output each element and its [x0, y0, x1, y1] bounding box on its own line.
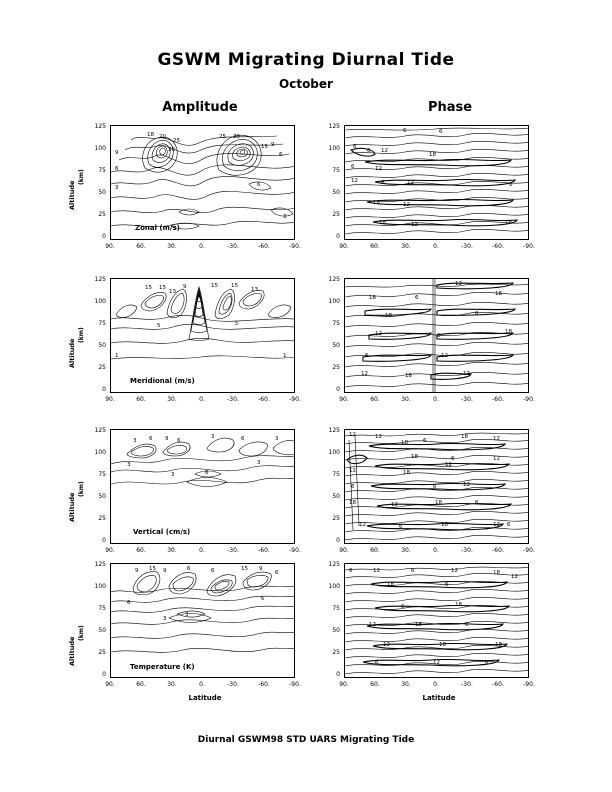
contour-plot-zonal-phase — [344, 125, 529, 240]
svg-text:18: 18 — [349, 500, 356, 506]
contour-plot-vertical-phase — [344, 429, 529, 544]
svg-text:15: 15 — [211, 283, 218, 289]
y-tick: 0 — [336, 233, 340, 240]
y-tick: 75 — [98, 471, 106, 478]
svg-text:18: 18 — [415, 622, 422, 628]
y-tick: 25 — [332, 649, 340, 656]
svg-text:18: 18 — [401, 440, 408, 446]
svg-text:6: 6 — [411, 568, 415, 574]
x-tick: -30. — [227, 547, 239, 554]
x-tick: -30. — [461, 243, 473, 250]
x-tick: 30. — [167, 243, 177, 250]
svg-text:6: 6 — [187, 566, 191, 572]
y-tick: 0 — [102, 233, 106, 240]
y-tick: 50 — [98, 342, 106, 349]
svg-text:13: 13 — [251, 287, 258, 293]
svg-text:18: 18 — [461, 434, 468, 440]
svg-text:6: 6 — [177, 438, 181, 444]
y-axis-label: Altitude — [68, 338, 76, 368]
svg-text:6: 6 — [275, 570, 279, 576]
svg-text:12: 12 — [451, 568, 458, 574]
x-tick: 30. — [401, 396, 411, 403]
svg-text:6: 6 — [127, 600, 131, 606]
x-tick: 60. — [136, 547, 146, 554]
svg-text:12: 12 — [403, 202, 410, 208]
x-tick: -90. — [289, 547, 301, 554]
y-tick: 0 — [336, 386, 340, 393]
x-tick: -60. — [258, 243, 270, 250]
svg-text:3: 3 — [185, 612, 189, 618]
x-tick: 90. — [105, 396, 115, 403]
svg-text:18: 18 — [385, 313, 392, 319]
svg-text:12: 12 — [441, 353, 448, 359]
svg-text:5: 5 — [157, 323, 161, 329]
svg-text:12: 12 — [359, 522, 366, 528]
x-tick: -90. — [523, 396, 535, 403]
x-tick: 90. — [339, 547, 349, 554]
svg-text:3: 3 — [133, 438, 137, 444]
svg-text:13: 13 — [169, 289, 176, 295]
y-tick: 100 — [94, 583, 106, 590]
y-tick: 50 — [98, 627, 106, 634]
figure-title: GSWM Migrating Diurnal Tide — [157, 50, 455, 70]
svg-text:6: 6 — [367, 148, 371, 154]
svg-text:6: 6 — [507, 522, 511, 528]
svg-text:3: 3 — [211, 434, 215, 440]
x-tick: -60. — [492, 681, 504, 688]
svg-text:6: 6 — [439, 129, 443, 135]
svg-text:12: 12 — [463, 371, 470, 377]
svg-text:18: 18 — [505, 329, 512, 335]
x-tick: -30. — [461, 396, 473, 403]
x-tick: 60. — [370, 243, 380, 250]
y-tick: 100 — [94, 298, 106, 305]
x-tick: 30. — [401, 547, 411, 554]
x-tick: 60. — [370, 396, 380, 403]
svg-text:3: 3 — [275, 436, 279, 442]
svg-text:18: 18 — [505, 220, 512, 226]
x-tick: -90. — [523, 547, 535, 554]
x-tick: 0. — [433, 547, 439, 554]
x-tick: 0. — [433, 243, 439, 250]
svg-text:15: 15 — [231, 283, 238, 289]
y-axis-unit: (km) — [78, 625, 85, 641]
x-tick: 30. — [167, 547, 177, 554]
x-tick: -60. — [258, 681, 270, 688]
svg-text:18: 18 — [495, 291, 502, 297]
svg-text:15: 15 — [149, 566, 156, 572]
x-tick: -60. — [492, 243, 504, 250]
svg-text:18: 18 — [455, 602, 462, 608]
x-tick: 90. — [339, 243, 349, 250]
svg-text:1: 1 — [115, 353, 119, 359]
svg-text:12: 12 — [455, 281, 462, 287]
panel-label-temperature: Temperature (K) — [130, 663, 195, 671]
svg-text:12: 12 — [445, 462, 452, 468]
svg-text:6: 6 — [399, 524, 403, 530]
svg-text:18: 18 — [441, 522, 448, 528]
y-tick: 75 — [332, 471, 340, 478]
x-tick: 0. — [433, 396, 439, 403]
x-tick: -90. — [289, 243, 301, 250]
x-tick: -90. — [523, 681, 535, 688]
x-tick: -90. — [523, 243, 535, 250]
svg-text:18: 18 — [429, 152, 436, 158]
contour-plot-temperature-phase — [344, 563, 529, 678]
y-tick: 125 — [94, 276, 106, 283]
y-tick: 25 — [98, 515, 106, 522]
y-tick: 50 — [332, 627, 340, 634]
contour-plot-meridional-phase — [344, 278, 529, 393]
y-tick: 50 — [98, 493, 106, 500]
svg-text:12: 12 — [349, 468, 356, 474]
y-tick: 50 — [98, 189, 106, 196]
svg-text:6: 6 — [211, 568, 215, 574]
x-tick: -30. — [461, 547, 473, 554]
svg-text:18: 18 — [493, 570, 500, 576]
y-tick: 50 — [332, 189, 340, 196]
svg-text:12: 12 — [375, 434, 382, 440]
y-tick: 75 — [332, 320, 340, 327]
svg-text:6: 6 — [475, 311, 479, 317]
figure-subtitle: October — [279, 77, 333, 91]
svg-text:12: 12 — [463, 482, 470, 488]
svg-text:6: 6 — [353, 144, 357, 150]
svg-text:6: 6 — [351, 164, 355, 170]
x-tick: -60. — [492, 396, 504, 403]
svg-text:6: 6 — [445, 582, 449, 588]
y-tick: 100 — [328, 298, 340, 305]
svg-text:12: 12 — [493, 522, 500, 528]
y-tick: 100 — [328, 145, 340, 152]
x-tick: -60. — [492, 547, 504, 554]
svg-text:18: 18 — [369, 295, 376, 301]
contour-plot-meridional-amplitude — [110, 278, 295, 393]
y-tick: 75 — [98, 167, 106, 174]
y-tick: 100 — [94, 145, 106, 152]
svg-text:12: 12 — [361, 371, 368, 377]
svg-text:18: 18 — [435, 500, 442, 506]
svg-text:9: 9 — [135, 568, 139, 574]
x-tick: 0. — [199, 396, 205, 403]
x-tick: 0. — [199, 681, 205, 688]
x-tick: 90. — [339, 396, 349, 403]
svg-text:9: 9 — [183, 284, 187, 290]
x-tick: -90. — [289, 681, 301, 688]
svg-text:3: 3 — [127, 462, 131, 468]
y-tick: 125 — [328, 276, 340, 283]
svg-text:6: 6 — [351, 484, 355, 490]
svg-text:12: 12 — [383, 642, 390, 648]
x-tick: -30. — [227, 243, 239, 250]
contour-plot-zonal-amplitude — [110, 125, 295, 240]
svg-text:6: 6 — [433, 484, 437, 490]
svg-text:25: 25 — [173, 138, 180, 144]
svg-text:9: 9 — [163, 568, 167, 574]
y-tick: 75 — [332, 167, 340, 174]
svg-text:18: 18 — [411, 454, 418, 460]
svg-text:12: 12 — [493, 456, 500, 462]
contour-svg — [345, 430, 529, 544]
x-tick: 30. — [167, 681, 177, 688]
y-axis-label: Altitude — [68, 180, 76, 210]
svg-text:6: 6 — [415, 295, 419, 301]
y-tick: 125 — [328, 561, 340, 568]
panel-label-zonal: Zonal (m/s) — [135, 224, 180, 232]
svg-text:12: 12 — [369, 622, 376, 628]
svg-text:3: 3 — [257, 460, 261, 466]
svg-text:6: 6 — [349, 568, 353, 574]
x-tick: 90. — [105, 681, 115, 688]
svg-text:15: 15 — [159, 285, 166, 291]
y-axis-unit: (km) — [78, 481, 85, 497]
x-axis-label: Latitude — [422, 694, 456, 702]
panel-label-vertical: Vertical (cm/s) — [133, 528, 191, 536]
x-tick: -60. — [258, 547, 270, 554]
svg-text:30: 30 — [168, 147, 175, 153]
svg-text:3: 3 — [171, 472, 175, 478]
x-tick: 30. — [401, 681, 411, 688]
svg-text:12: 12 — [493, 436, 500, 442]
y-tick: 125 — [328, 427, 340, 434]
svg-text:3: 3 — [163, 616, 167, 622]
svg-text:15: 15 — [241, 566, 248, 572]
svg-text:18: 18 — [373, 200, 380, 206]
x-tick: 60. — [136, 243, 146, 250]
svg-text:6: 6 — [465, 622, 469, 628]
svg-text:18: 18 — [439, 642, 446, 648]
y-tick: 25 — [332, 515, 340, 522]
y-axis-unit: (km) — [78, 327, 85, 343]
svg-text:12: 12 — [351, 178, 358, 184]
x-tick: 60. — [136, 396, 146, 403]
x-axis-label: Latitude — [188, 694, 222, 702]
svg-text:6: 6 — [403, 128, 407, 134]
y-tick: 25 — [98, 211, 106, 218]
y-tick: 50 — [332, 493, 340, 500]
y-axis-label: Altitude — [68, 492, 76, 522]
svg-text:6: 6 — [257, 182, 261, 188]
x-tick: 0. — [433, 681, 439, 688]
svg-text:6: 6 — [241, 436, 245, 442]
y-tick: 25 — [98, 364, 106, 371]
svg-text:9: 9 — [115, 150, 119, 156]
contour-plot-vertical-amplitude — [110, 429, 295, 544]
y-tick: 0 — [336, 671, 340, 678]
y-axis-label: Altitude — [68, 636, 76, 666]
svg-text:6: 6 — [437, 333, 441, 339]
y-tick: 100 — [328, 583, 340, 590]
x-tick: 30. — [401, 243, 411, 250]
svg-text:6: 6 — [205, 470, 209, 476]
svg-text:18: 18 — [403, 470, 410, 476]
x-tick: 60. — [136, 681, 146, 688]
y-axis-unit: (km) — [78, 169, 85, 185]
svg-text:12: 12 — [375, 166, 382, 172]
x-tick: -30. — [227, 396, 239, 403]
y-tick: 125 — [328, 123, 340, 130]
svg-text:6: 6 — [485, 660, 489, 666]
panel-label-meridional: Meridional (m/s) — [130, 377, 195, 385]
y-tick: 0 — [102, 386, 106, 393]
svg-text:18: 18 — [405, 373, 412, 379]
y-tick: 0 — [102, 537, 106, 544]
svg-text:9: 9 — [259, 566, 263, 572]
y-tick: 100 — [328, 449, 340, 456]
svg-text:20: 20 — [159, 134, 166, 140]
x-tick: 30. — [167, 396, 177, 403]
contour-svg — [111, 564, 295, 678]
y-tick: 125 — [94, 123, 106, 130]
contour-svg — [111, 279, 295, 393]
svg-text:6: 6 — [475, 500, 479, 506]
svg-text:12: 12 — [511, 574, 518, 580]
svg-text:5: 5 — [235, 321, 239, 327]
x-tick: 90. — [105, 547, 115, 554]
y-tick: 0 — [336, 537, 340, 544]
svg-text:9: 9 — [271, 142, 275, 148]
column-header-amplitude: Amplitude — [162, 100, 238, 115]
svg-text:3: 3 — [115, 185, 119, 191]
x-tick: 0. — [199, 547, 205, 554]
svg-text:6: 6 — [509, 182, 513, 188]
y-tick: 75 — [98, 320, 106, 327]
column-header-phase: Phase — [427, 100, 473, 115]
x-tick: -90. — [289, 396, 301, 403]
svg-text:18: 18 — [495, 642, 502, 648]
y-tick: 25 — [332, 211, 340, 218]
svg-text:12: 12 — [391, 502, 398, 508]
svg-text:6: 6 — [375, 660, 379, 666]
svg-text:6: 6 — [115, 166, 119, 172]
svg-text:12: 12 — [349, 432, 356, 438]
svg-text:15: 15 — [145, 285, 152, 291]
svg-text:12: 12 — [433, 660, 440, 666]
x-tick: 90. — [105, 243, 115, 250]
svg-text:1: 1 — [283, 353, 287, 359]
svg-text:6: 6 — [365, 353, 369, 359]
contour-plot-temperature-amplitude — [110, 563, 295, 678]
y-tick: 125 — [94, 427, 106, 434]
svg-text:6: 6 — [149, 436, 153, 442]
svg-text:9: 9 — [165, 436, 169, 442]
y-tick: 75 — [98, 605, 106, 612]
svg-text:3: 3 — [283, 214, 287, 220]
svg-text:12: 12 — [373, 568, 380, 574]
svg-text:18: 18 — [147, 132, 154, 138]
svg-text:6: 6 — [261, 596, 265, 602]
x-tick: 90. — [339, 681, 349, 688]
x-tick: 60. — [370, 681, 380, 688]
y-tick: 0 — [102, 671, 106, 678]
svg-text:6: 6 — [381, 180, 385, 186]
svg-text:12: 12 — [411, 222, 418, 228]
svg-text:25: 25 — [219, 134, 226, 140]
figure-caption: Diurnal GSWM98 STD UARS Migrating Tide — [197, 735, 415, 745]
y-tick: 50 — [332, 342, 340, 349]
x-tick: -30. — [227, 681, 239, 688]
x-tick: -30. — [461, 681, 473, 688]
contour-svg — [345, 279, 529, 393]
svg-text:12: 12 — [375, 331, 382, 337]
y-tick: 25 — [98, 649, 106, 656]
y-tick: 125 — [94, 561, 106, 568]
svg-text:6: 6 — [423, 438, 427, 444]
y-tick: 75 — [332, 605, 340, 612]
contour-svg — [111, 430, 295, 544]
contour-svg — [111, 126, 295, 240]
contour-svg — [345, 564, 529, 678]
y-tick: 25 — [332, 364, 340, 371]
y-tick: 100 — [94, 449, 106, 456]
svg-text:6: 6 — [279, 152, 283, 158]
svg-text:6: 6 — [451, 456, 455, 462]
svg-text:12: 12 — [381, 148, 388, 154]
svg-text:18: 18 — [387, 582, 394, 588]
x-tick: 60. — [370, 547, 380, 554]
svg-text:15: 15 — [261, 144, 268, 150]
x-tick: 0. — [199, 243, 205, 250]
x-tick: -60. — [258, 396, 270, 403]
svg-text:18: 18 — [379, 220, 386, 226]
svg-text:30: 30 — [233, 134, 240, 140]
svg-text:12: 12 — [407, 180, 414, 186]
contour-svg — [345, 126, 529, 240]
svg-text:6: 6 — [401, 604, 405, 610]
